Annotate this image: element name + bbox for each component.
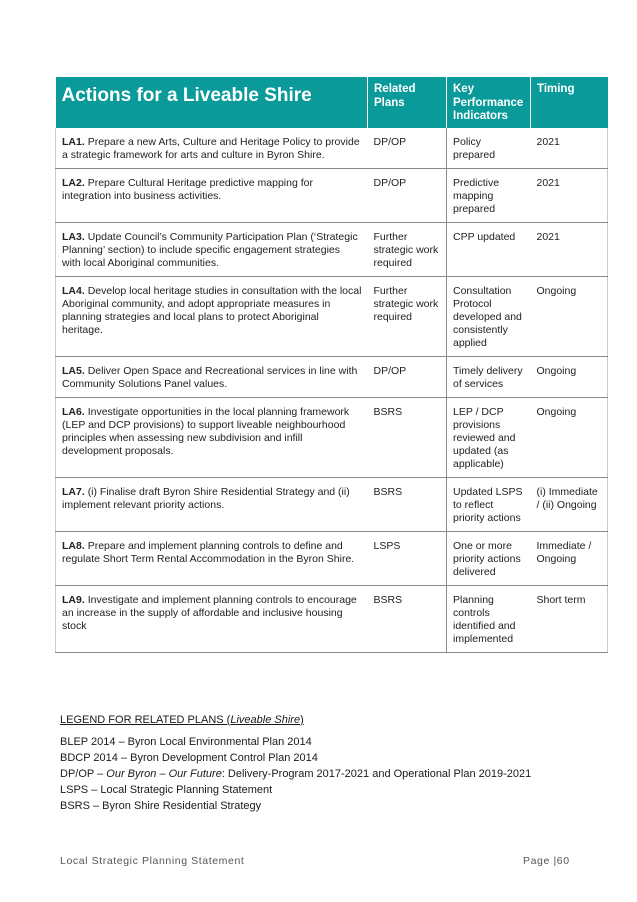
- timing-cell: Short term: [531, 585, 608, 652]
- timing-cell: Immediate / Ongoing: [531, 531, 608, 585]
- legend-dpop-prefix: DP/OP –: [60, 768, 107, 780]
- timing-cell: Ongoing: [531, 276, 608, 356]
- action-id: LA2.: [62, 176, 85, 189]
- table-row: [56, 276, 608, 356]
- action-text: Prepare and implement planning controls to define and regulate Short Term Rental Accommodation in the Byron Shire.: [62, 539, 355, 565]
- action-id: LA1.: [62, 135, 85, 148]
- action-cell: [56, 397, 368, 477]
- action-id: LA8.: [62, 539, 85, 552]
- timing-cell: Ongoing: [531, 397, 608, 477]
- related-plans-cell: BSRS: [368, 397, 447, 477]
- legend: [60, 712, 600, 814]
- related-plans-cell: DP/OP: [368, 128, 447, 169]
- footer-document-title: Local Strategic Planning Statement: [60, 855, 245, 867]
- legend-blep: BLEP 2014 – Byron Local Environmental Plan 2014: [60, 736, 312, 748]
- kpi-cell: Consultation Protocol developed and consistently applied: [447, 276, 531, 356]
- action-text: Deliver Open Space and Recreational services in line with Community Solutions Panel values.: [62, 364, 358, 390]
- table-row: [56, 222, 608, 276]
- action-id: LA9.: [62, 593, 85, 606]
- related-plans-cell: BSRS: [368, 477, 447, 531]
- table-row: [56, 128, 608, 169]
- kpi-cell: Predictive mapping prepared: [447, 168, 531, 222]
- header-kpi: Key Performance Indicators: [447, 77, 531, 128]
- legend-title-prefix: LEGEND FOR RELATED PLANS (: [60, 714, 231, 726]
- action-text: (i) Finalise draft Byron Shire Residential Strategy and (ii) implement relevant priority actions.: [62, 485, 350, 511]
- actions-table: [55, 77, 608, 653]
- action-cell: [56, 276, 368, 356]
- action-text: Investigate and implement planning controls to encourage an increase in the supply of affordable and inclusive housing stock: [62, 593, 357, 632]
- table-row: [56, 585, 608, 652]
- kpi-cell: Updated LSPS to reflect priority actions: [447, 477, 531, 531]
- related-plans-cell: LSPS: [368, 531, 447, 585]
- action-cell: [56, 168, 368, 222]
- legend-bdcp: BDCP 2014 – Byron Development Control Plan 2014: [60, 752, 318, 764]
- action-cell: [56, 531, 368, 585]
- action-cell: [56, 128, 368, 169]
- related-plans-cell: DP/OP: [368, 356, 447, 397]
- action-text: Prepare Cultural Heritage predictive mapping for integration into business activities.: [62, 176, 313, 202]
- action-cell: [56, 585, 368, 652]
- action-id: LA4.: [62, 284, 85, 297]
- table-title: Actions for a Liveable Shire: [56, 77, 368, 128]
- legend-title-italic: Liveable Shire: [230, 714, 301, 726]
- action-id: LA3.: [62, 230, 85, 243]
- kpi-cell: One or more priority actions delivered: [447, 531, 531, 585]
- table-row: [56, 168, 608, 222]
- action-cell: [56, 222, 368, 276]
- timing-cell: (i) Immediate / (ii) Ongoing: [531, 477, 608, 531]
- kpi-cell: LEP / DCP provisions reviewed and updated (as applicable): [447, 397, 531, 477]
- kpi-cell: Policy prepared: [447, 128, 531, 169]
- timing-cell: Ongoing: [531, 356, 608, 397]
- legend-bsrs: BSRS – Byron Shire Residential Strategy: [60, 800, 262, 812]
- legend-dpop: [60, 766, 600, 782]
- table-row: [56, 397, 608, 477]
- kpi-cell: CPP updated: [447, 222, 531, 276]
- related-plans-cell: DP/OP: [368, 168, 447, 222]
- legend-lsps: LSPS – Local Strategic Planning Statement: [60, 784, 273, 796]
- related-plans-cell: Further strategic work required: [368, 276, 447, 356]
- legend-dpop-suffix: : Delivery-Program 2017-2021 and Operational Plan 2019-2021: [221, 768, 532, 780]
- action-cell: [56, 356, 368, 397]
- related-plans-cell: Further strategic work required: [368, 222, 447, 276]
- action-cell: [56, 477, 368, 531]
- legend-dpop-italic: Our Byron – Our Future: [106, 768, 222, 780]
- table-header-row: [56, 77, 608, 128]
- table-row: [56, 356, 608, 397]
- header-timing: Timing: [531, 77, 608, 128]
- kpi-cell: Planning controls identified and implemented: [447, 585, 531, 652]
- table-row: [56, 477, 608, 531]
- timing-cell: 2021: [531, 168, 608, 222]
- table-row: [56, 531, 608, 585]
- legend-title: [60, 712, 600, 728]
- kpi-cell: Timely delivery of services: [447, 356, 531, 397]
- action-text: Develop local heritage studies in consultation with the local Aboriginal community, and adopt appropriate measures in planning strategies and local plans to protect Aboriginal heritage.: [62, 284, 362, 336]
- timing-cell: 2021: [531, 128, 608, 169]
- header-related-plans: Related Plans: [368, 77, 447, 128]
- timing-cell: 2021: [531, 222, 608, 276]
- legend-title-suffix: ): [300, 714, 304, 726]
- action-id: LA6.: [62, 405, 85, 418]
- action-text: Update Council’s Community Participation Plan (‘Strategic Planning’ section) to include specific engagement strategies with local Aboriginal communities.: [62, 230, 358, 269]
- action-id: LA7.: [62, 485, 85, 498]
- action-text: Investigate opportunities in the local planning framework (LEP and DCP provisions) to support liveable neighbourhood principles when assessing new subdivision and infill development proposals.: [62, 405, 350, 457]
- related-plans-cell: BSRS: [368, 585, 447, 652]
- footer-page-number: Page |60: [523, 855, 570, 867]
- action-id: LA5.: [62, 364, 85, 377]
- action-text: Prepare a new Arts, Culture and Heritage Policy to provide a strategic framework for arts and culture in Byron Shire.: [62, 135, 360, 161]
